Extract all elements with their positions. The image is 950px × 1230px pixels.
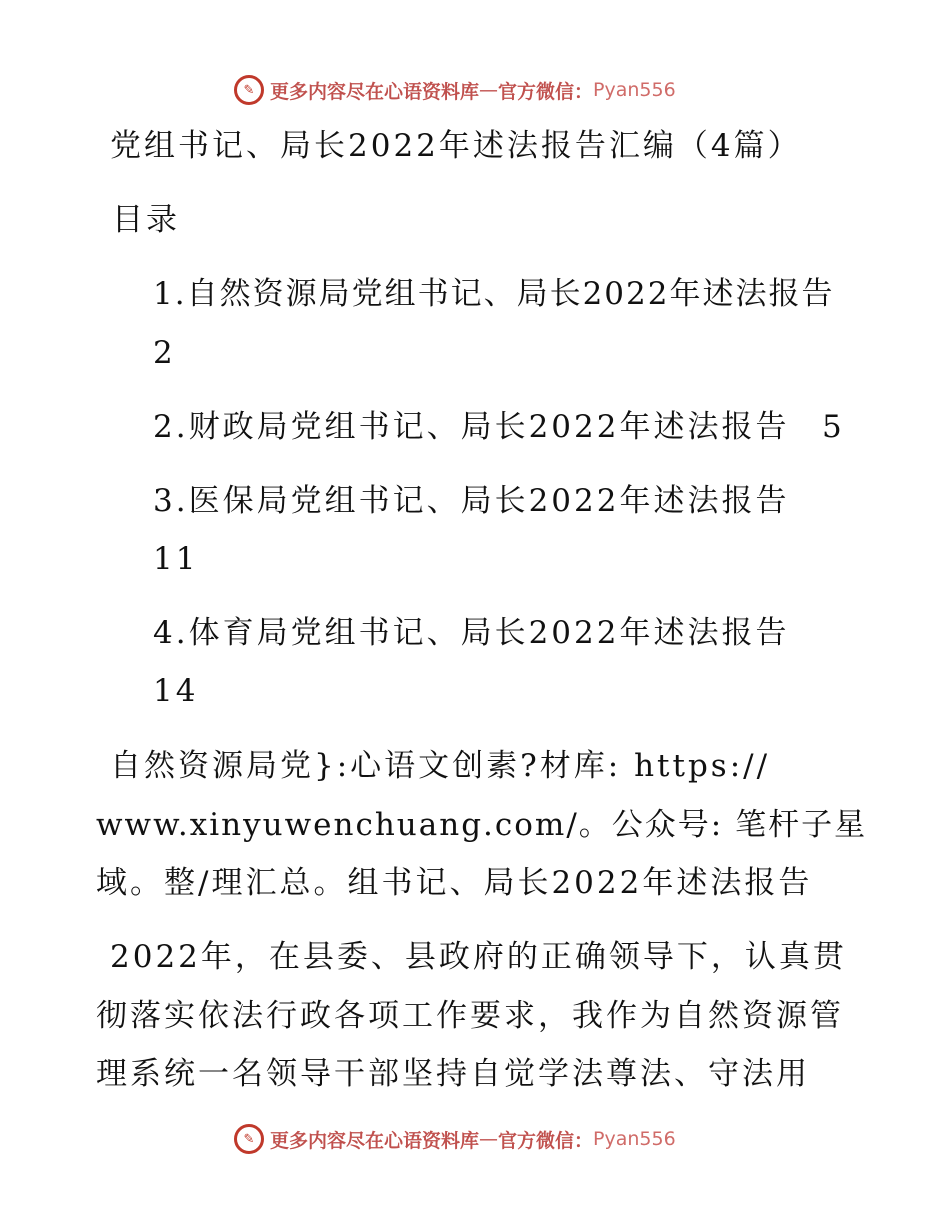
header-banner [234,72,676,108]
body-paragraph-line-1: 2022年，在县委、县政府的正确领导下，认真贯 [110,939,847,975]
banner-wechat-id: Pyan556 [593,1128,676,1150]
toc-item-4-page: 14 [153,673,199,709]
banner-main-text: 更多内容尽在心语资料库 [270,80,480,103]
toc-item-1-page: 2 [153,335,176,371]
pen-logo-icon: ✎ [234,1124,264,1154]
pen-logo-icon: ✎ [234,75,264,105]
section-heading-line-2: www.xinyuwenchuang.com/。公众号: 笔杆子星 [96,807,868,843]
toc-item-2: 2.财政局党组书记、局长2022年述法报告 [153,409,790,445]
banner-main-text: 更多内容尽在心语资料库 [270,1129,480,1152]
document-title: 党组书记、局长2022年述法报告汇编（4篇） [110,128,802,164]
footer-banner [234,1121,676,1157]
body-paragraph-line-2: 彻落实依法行政各项工作要求，我作为自然资源管 [96,998,844,1034]
section-heading-line-3: 域。整/理汇总。组书记、局长2022年述法报告 [96,865,813,901]
toc-heading: 目录 [112,202,180,238]
body-paragraph-line-3: 理系统一名领导干部坚持自觉学法尊法、守法用 [96,1056,810,1092]
banner-dash: — [479,79,499,101]
toc-item-4: 4.体育局党组书记、局长2022年述法报告 [153,615,790,651]
banner-wechat-label: 官方微信： [498,1129,594,1152]
section-heading-line-1: 自然资源局党}:心语文创素?材库: https:// [110,748,771,784]
banner-dash: — [479,1128,499,1150]
toc-item-3-page: 11 [153,541,199,577]
banner-wechat-label: 官方微信： [498,80,594,103]
banner-wechat-id: Pyan556 [593,79,676,101]
toc-item-1: 1.自然资源局党组书记、局长2022年述法报告 [153,276,835,312]
toc-item-2-page: 5 [822,409,845,445]
toc-item-3: 3.医保局党组书记、局长2022年述法报告 [153,483,790,519]
